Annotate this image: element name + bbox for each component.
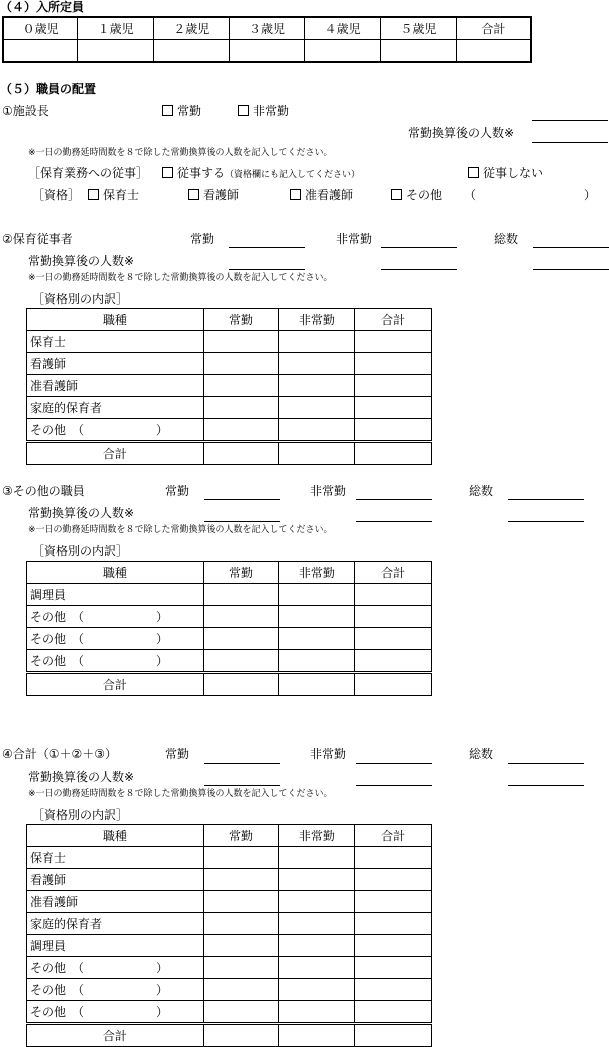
table-cell[interactable] xyxy=(355,419,432,442)
row-label: 調理員 xyxy=(27,935,204,957)
table-cell[interactable] xyxy=(355,353,432,375)
table-row xyxy=(27,375,432,397)
checkbox-icon xyxy=(162,167,173,178)
other-fte-parttime-input[interactable] xyxy=(356,521,432,522)
row-label: 家庭的保育者 xyxy=(27,397,204,419)
table-row xyxy=(27,606,432,628)
table-cell[interactable] xyxy=(279,1001,355,1024)
childcare-title: ②保育従事者 xyxy=(2,232,73,246)
table-cell[interactable] xyxy=(279,397,355,419)
row-label: その他 （ ） xyxy=(27,650,204,673)
table-cell[interactable] xyxy=(203,584,279,606)
checkbox-icon xyxy=(468,167,479,178)
table-row xyxy=(27,650,432,673)
table-row xyxy=(27,957,432,979)
director-fulltime-option[interactable] xyxy=(162,102,201,119)
sum-fte-parttime-input[interactable] xyxy=(356,785,432,786)
other-breakdown-table xyxy=(26,561,432,696)
table-cell[interactable] xyxy=(355,957,432,979)
table-cell[interactable] xyxy=(355,913,432,935)
capacity-cell[interactable] xyxy=(78,40,154,63)
table-cell[interactable] xyxy=(203,419,279,442)
table-cell[interactable] xyxy=(279,375,355,397)
other-parttime-label: 非常勤 xyxy=(310,484,347,498)
table-cell[interactable] xyxy=(279,957,355,979)
table-cell[interactable] xyxy=(203,375,279,397)
capacity-header: ３歳児 xyxy=(229,17,305,40)
childcare-breakdown-table xyxy=(26,308,432,465)
table-row xyxy=(27,891,432,913)
table-cell[interactable] xyxy=(355,397,432,419)
capacity-cell[interactable] xyxy=(229,40,305,63)
table-cell[interactable] xyxy=(203,913,279,935)
other-fte-total-input[interactable] xyxy=(508,521,584,522)
director-parttime-label: 非常勤 xyxy=(253,104,290,118)
table-cell[interactable] xyxy=(279,673,355,696)
table-header: 合計 xyxy=(355,309,432,331)
table-cell[interactable] xyxy=(355,331,432,353)
director-note: ※一日の勤務延時間数を８で除した常勤換算後の人数を記入してください。 xyxy=(28,148,333,158)
sum-total-input[interactable] xyxy=(508,763,584,764)
table-row xyxy=(27,913,432,935)
table-row xyxy=(27,847,432,869)
table-cell[interactable] xyxy=(279,584,355,606)
capacity-cell[interactable] xyxy=(381,40,457,63)
capacity-header: ４歳児 xyxy=(305,17,381,40)
director-engaged-option[interactable] xyxy=(162,164,360,181)
other-fulltime-label: 常勤 xyxy=(165,484,190,498)
table-cell[interactable] xyxy=(355,442,432,465)
table-cell[interactable] xyxy=(355,606,432,628)
row-label: その他 （ ） xyxy=(27,606,204,628)
sum-fulltime-input[interactable] xyxy=(204,763,280,764)
table-cell[interactable] xyxy=(355,673,432,696)
table-row xyxy=(27,397,432,419)
qual-label: 保育士 xyxy=(103,188,140,202)
table-header: 職種 xyxy=(27,825,204,847)
row-label: 保育士 xyxy=(27,331,204,353)
sum-fte-total-input[interactable] xyxy=(508,785,584,786)
childcare-fulltime-input[interactable] xyxy=(229,247,305,248)
qual-option-assoc-nurse[interactable] xyxy=(290,186,353,203)
sum-breakdown-table xyxy=(26,824,432,1047)
sum-fte-label: 常勤換算後の人数※ xyxy=(28,770,135,784)
childcare-fte-total-input[interactable] xyxy=(533,269,609,270)
table-cell[interactable] xyxy=(355,979,432,1001)
childcare-breakdown-label: ［資格別の内訳］ xyxy=(32,292,129,306)
table-cell[interactable] xyxy=(203,331,279,353)
table-row xyxy=(27,584,432,606)
table-cell[interactable] xyxy=(279,442,355,465)
director-parttime-option[interactable] xyxy=(238,102,289,119)
other-breakdown-label: ［資格別の内訳］ xyxy=(32,544,129,558)
capacity-cell[interactable] xyxy=(3,40,78,63)
table-header: 非常勤 xyxy=(279,309,355,331)
table-cell[interactable] xyxy=(279,935,355,957)
table-header: 職種 xyxy=(27,309,204,331)
director-fte-label: 常勤換算後の人数※ xyxy=(408,126,515,140)
director-qual-label: ［資格］ xyxy=(32,188,81,202)
table-header: 常勤 xyxy=(203,309,279,331)
childcare-parttime-label: 非常勤 xyxy=(336,232,373,246)
row-label: 看護師 xyxy=(27,353,204,375)
qual-other-paren-open: （ xyxy=(464,188,477,202)
table-cell[interactable] xyxy=(279,891,355,913)
total-label: 合計 xyxy=(27,442,204,465)
table-cell[interactable] xyxy=(355,584,432,606)
checkbox-icon xyxy=(162,105,173,116)
table-cell[interactable] xyxy=(355,869,432,891)
table-header: 常勤 xyxy=(203,562,279,584)
table-header: 非常勤 xyxy=(279,562,355,584)
childcare-fte-parttime-input[interactable] xyxy=(381,269,457,270)
table-cell[interactable] xyxy=(279,606,355,628)
capacity-cell[interactable] xyxy=(305,40,381,63)
sum-total-label: 総数 xyxy=(469,747,494,761)
table-cell[interactable] xyxy=(279,419,355,442)
childcare-total-label: 総数 xyxy=(494,232,519,246)
table-cell[interactable] xyxy=(203,1024,279,1047)
director-childcare-label: ［保育業務への従事］ xyxy=(28,166,149,180)
table-cell[interactable] xyxy=(279,913,355,935)
director-fte-input[interactable] xyxy=(532,142,608,143)
sum-note: ※一日の勤務延時間数を８で除した常勤換算後の人数を記入してください。 xyxy=(28,789,333,799)
row-label: その他 （ ） xyxy=(27,1001,204,1024)
sum-parttime-label: 非常勤 xyxy=(310,747,347,761)
table-cell[interactable] xyxy=(203,935,279,957)
table-cell[interactable] xyxy=(279,331,355,353)
sum-parttime-input[interactable] xyxy=(356,763,432,764)
table-row xyxy=(27,628,432,650)
director-fulltime-label: 常勤 xyxy=(177,104,202,118)
sum-title: ④合計（①＋②＋③） xyxy=(2,747,118,761)
director-engaged-label: 従事する xyxy=(177,166,226,180)
table-cell[interactable] xyxy=(203,397,279,419)
table-cell[interactable] xyxy=(355,628,432,650)
total-row xyxy=(27,442,432,465)
table-cell[interactable] xyxy=(279,628,355,650)
capacity-cell[interactable] xyxy=(456,40,531,63)
other-total-label: 総数 xyxy=(469,484,494,498)
checkbox-icon xyxy=(238,105,249,116)
checkbox-icon xyxy=(391,189,402,200)
director-engaged-note: （資格欄にも記入してください） xyxy=(225,170,361,180)
capacity-header: ２歳児 xyxy=(153,17,229,40)
table-cell[interactable] xyxy=(279,1024,355,1047)
table-cell[interactable] xyxy=(203,979,279,1001)
table-cell[interactable] xyxy=(203,442,279,465)
childcare-note: ※一日の勤務延時間数を８で除した常勤換算後の人数を記入してください。 xyxy=(28,273,333,283)
total-label: 合計 xyxy=(27,1024,204,1047)
childcare-total-input[interactable] xyxy=(533,247,609,248)
table-cell[interactable] xyxy=(203,1001,279,1024)
row-label: 准看護師 xyxy=(27,375,204,397)
table-row xyxy=(27,979,432,1001)
other-fte-label: 常勤換算後の人数※ xyxy=(28,506,135,520)
row-label: その他 （ ） xyxy=(27,628,204,650)
table-header: 非常勤 xyxy=(279,825,355,847)
row-label: 調理員 xyxy=(27,584,204,606)
row-label: その他 （ ） xyxy=(27,957,204,979)
table-row xyxy=(27,419,432,442)
table-cell[interactable] xyxy=(279,979,355,1001)
row-label: 准看護師 xyxy=(27,891,204,913)
table-cell[interactable] xyxy=(355,650,432,673)
checkbox-icon xyxy=(290,189,301,200)
checkbox-icon xyxy=(188,189,199,200)
director-blank-line[interactable] xyxy=(532,120,608,121)
table-cell[interactable] xyxy=(203,957,279,979)
table-cell[interactable] xyxy=(355,1024,432,1047)
table-header: 合計 xyxy=(355,825,432,847)
capacity-header: 合計 xyxy=(456,17,531,40)
director-not-engaged-label: 従事しない xyxy=(483,166,544,180)
sum-breakdown-label: ［資格別の内訳］ xyxy=(32,808,129,822)
qual-other-paren-close: ） xyxy=(584,188,597,202)
table-cell[interactable] xyxy=(355,1001,432,1024)
table-row xyxy=(27,869,432,891)
table-cell[interactable] xyxy=(355,935,432,957)
table-cell[interactable] xyxy=(203,891,279,913)
row-label: その他 （ ） xyxy=(27,979,204,1001)
qual-option-hoikushi[interactable] xyxy=(88,186,139,203)
table-header: 常勤 xyxy=(203,825,279,847)
capacity-header: １歳児 xyxy=(78,17,154,40)
capacity-table xyxy=(2,16,532,63)
childcare-fulltime-label: 常勤 xyxy=(190,232,215,246)
qual-label: 准看護師 xyxy=(305,188,354,202)
table-cell[interactable] xyxy=(279,650,355,673)
table-cell[interactable] xyxy=(203,673,279,696)
other-fulltime-input[interactable] xyxy=(204,499,280,500)
table-cell[interactable] xyxy=(203,650,279,673)
table-row xyxy=(27,935,432,957)
sum-fulltime-label: 常勤 xyxy=(165,747,190,761)
other-title: ③その他の職員 xyxy=(2,484,85,498)
table-row xyxy=(27,1001,432,1024)
other-note: ※一日の勤務延時間数を８で除した常勤換算後の人数を記入してください。 xyxy=(28,525,333,535)
table-row xyxy=(27,331,432,353)
table-row xyxy=(27,353,432,375)
section4-title: （４）入所定員 xyxy=(0,0,85,14)
table-cell[interactable] xyxy=(355,847,432,869)
qual-label: 看護師 xyxy=(203,188,240,202)
total-row xyxy=(27,673,432,696)
director-not-engaged-option[interactable] xyxy=(468,164,543,181)
childcare-parttime-input[interactable] xyxy=(381,247,457,248)
total-label: 合計 xyxy=(27,673,204,696)
row-label: 看護師 xyxy=(27,869,204,891)
capacity-cell[interactable] xyxy=(153,40,229,63)
qual-option-nurse[interactable] xyxy=(188,186,239,203)
childcare-fte-label: 常勤換算後の人数※ xyxy=(28,254,135,268)
capacity-header: ０歳児 xyxy=(3,17,78,40)
other-parttime-input[interactable] xyxy=(356,499,432,500)
table-header: 職種 xyxy=(27,562,204,584)
table-cell[interactable] xyxy=(203,606,279,628)
total-row xyxy=(27,1024,432,1047)
row-label: 保育士 xyxy=(27,847,204,869)
table-cell[interactable] xyxy=(203,353,279,375)
checkbox-icon xyxy=(88,189,99,200)
qual-label: その他 xyxy=(406,188,443,202)
row-label: その他 （ ） xyxy=(27,419,204,442)
table-cell[interactable] xyxy=(279,847,355,869)
table-cell[interactable] xyxy=(203,628,279,650)
table-cell[interactable] xyxy=(355,375,432,397)
table-header: 合計 xyxy=(355,562,432,584)
capacity-header: ５歳児 xyxy=(381,17,457,40)
table-cell[interactable] xyxy=(203,847,279,869)
row-label: 家庭的保育者 xyxy=(27,913,204,935)
table-cell[interactable] xyxy=(355,891,432,913)
other-total-input[interactable] xyxy=(508,499,584,500)
table-cell[interactable] xyxy=(203,869,279,891)
director-title: ①施設長 xyxy=(2,104,49,118)
section5-title: （５）職員の配置 xyxy=(0,82,97,96)
qual-option-other[interactable] xyxy=(391,186,442,203)
table-cell[interactable] xyxy=(279,869,355,891)
table-cell[interactable] xyxy=(279,353,355,375)
